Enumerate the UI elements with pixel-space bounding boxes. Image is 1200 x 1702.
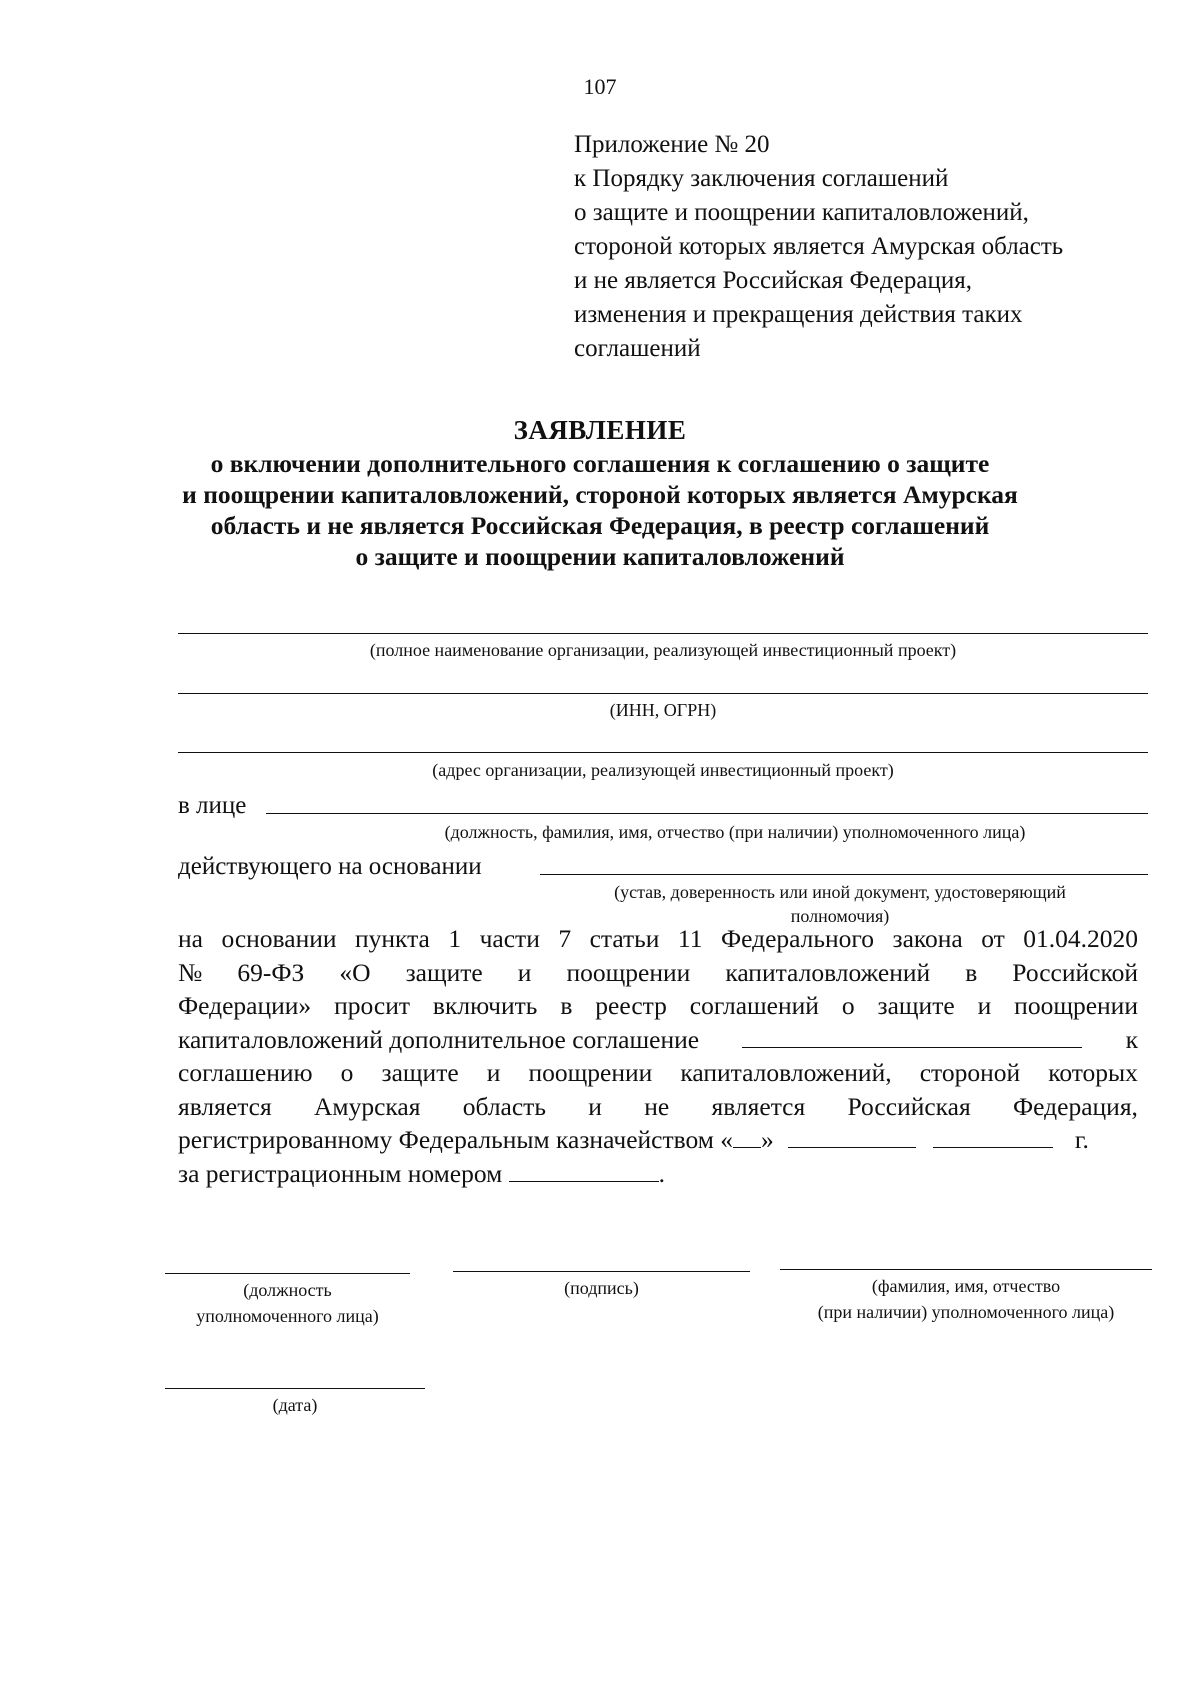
signature-line[interactable]	[453, 1271, 750, 1272]
appendix-line: соглашений	[574, 335, 701, 362]
full-name-signature-line[interactable]	[780, 1269, 1152, 1270]
full-name-caption: (фамилия, имя, отчество (при наличии) уполномоченного лица)	[817, 1276, 1115, 1322]
position-signature-line[interactable]	[165, 1273, 410, 1274]
acting-caption-2: полномочия)	[790, 906, 890, 926]
paragraph-line-4: капиталовложений дополнительное соглашение к	[178, 1024, 1138, 1054]
page-number: 107	[583, 74, 617, 99]
registration-number-field[interactable]	[509, 1157, 659, 1182]
acting-label: действующего на основании	[178, 853, 482, 880]
appendix-line: о защите и поощрении капиталовложений,	[574, 199, 1029, 226]
subtitle-line: о защите и поощрении капиталовложений	[355, 542, 845, 571]
org-name-field-line[interactable]	[178, 633, 1148, 634]
address-caption: (адрес организации, реализующей инвестиционный проект)	[432, 760, 894, 780]
appendix-line: к Порядку заключения соглашений	[574, 165, 949, 192]
appendix-line: Приложение № 20	[574, 131, 770, 158]
in-person-label: в лице	[178, 792, 247, 819]
paragraph-line-6: является Амурская область и не является Российская Федерация,	[178, 1091, 1138, 1121]
in-person-field-line[interactable]	[266, 813, 1148, 814]
document-subtitle	[100, 448, 1100, 572]
appendix-header	[574, 128, 1174, 366]
registration-month-field[interactable]	[788, 1123, 916, 1148]
appendix-line: стороной которых является Амурская область	[574, 233, 1064, 260]
in-person-caption: (должность, фамилия, имя, отчество (при наличии) уполномоченного лица)	[444, 822, 1026, 842]
appendix-line: изменения и прекращения действия таких	[574, 301, 1023, 328]
inn-ogrn-field-line[interactable]	[178, 693, 1148, 694]
paragraph-line-7: регистрированному Федеральным казначейством « » г.	[178, 1125, 1089, 1154]
registration-day-field[interactable]	[733, 1123, 761, 1148]
appendix-line: и не является Российская Федерация,	[574, 267, 972, 294]
acting-caption-1: (устав, доверенность или иной документ, удостоверяющий	[614, 882, 1066, 902]
date-line[interactable]	[165, 1388, 425, 1389]
org-name-caption: (полное наименование организации, реализующей инвестиционный проект)	[369, 640, 957, 660]
position-caption: (должность уполномоченного лица)	[196, 1280, 379, 1326]
registration-year-field[interactable]	[933, 1123, 1053, 1148]
document-title: ЗАЯВЛЕНИЕ	[513, 415, 687, 445]
additional-agreement-field[interactable]	[742, 1023, 1082, 1048]
acting-basis-field-line[interactable]	[540, 874, 1148, 875]
inn-ogrn-caption: (ИНН, ОГРН)	[609, 700, 717, 720]
paragraph-line-3: Федерации» просит включить в реестр соглашений о защите и поощрении	[178, 991, 1138, 1020]
paragraph-line-8: за регистрационным номером .	[178, 1158, 666, 1188]
subtitle-line: и поощрении капиталовложений, стороной которых является Амурская	[182, 480, 1018, 509]
date-caption: (дата)	[272, 1395, 318, 1415]
paragraph-line-1: на основании пункта 1 части 7 статьи 11 Федерального закона от 01.04.2020	[178, 924, 1138, 953]
subtitle-line: область и не является Российская Федерация, в реестр соглашений	[210, 511, 990, 540]
address-field-line[interactable]	[178, 752, 1148, 753]
subtitle-line: о включении дополнительного соглашения к соглашению о защите	[210, 449, 990, 478]
request-paragraph	[178, 922, 1138, 1190]
paragraph-line-2: № 69-ФЗ «О защите и поощрении капиталовложений в Российской	[178, 957, 1138, 987]
paragraph-line-5: соглашению о защите и поощрении капиталовложений, стороной которых	[178, 1058, 1138, 1087]
signature-caption: (подпись)	[564, 1278, 639, 1298]
